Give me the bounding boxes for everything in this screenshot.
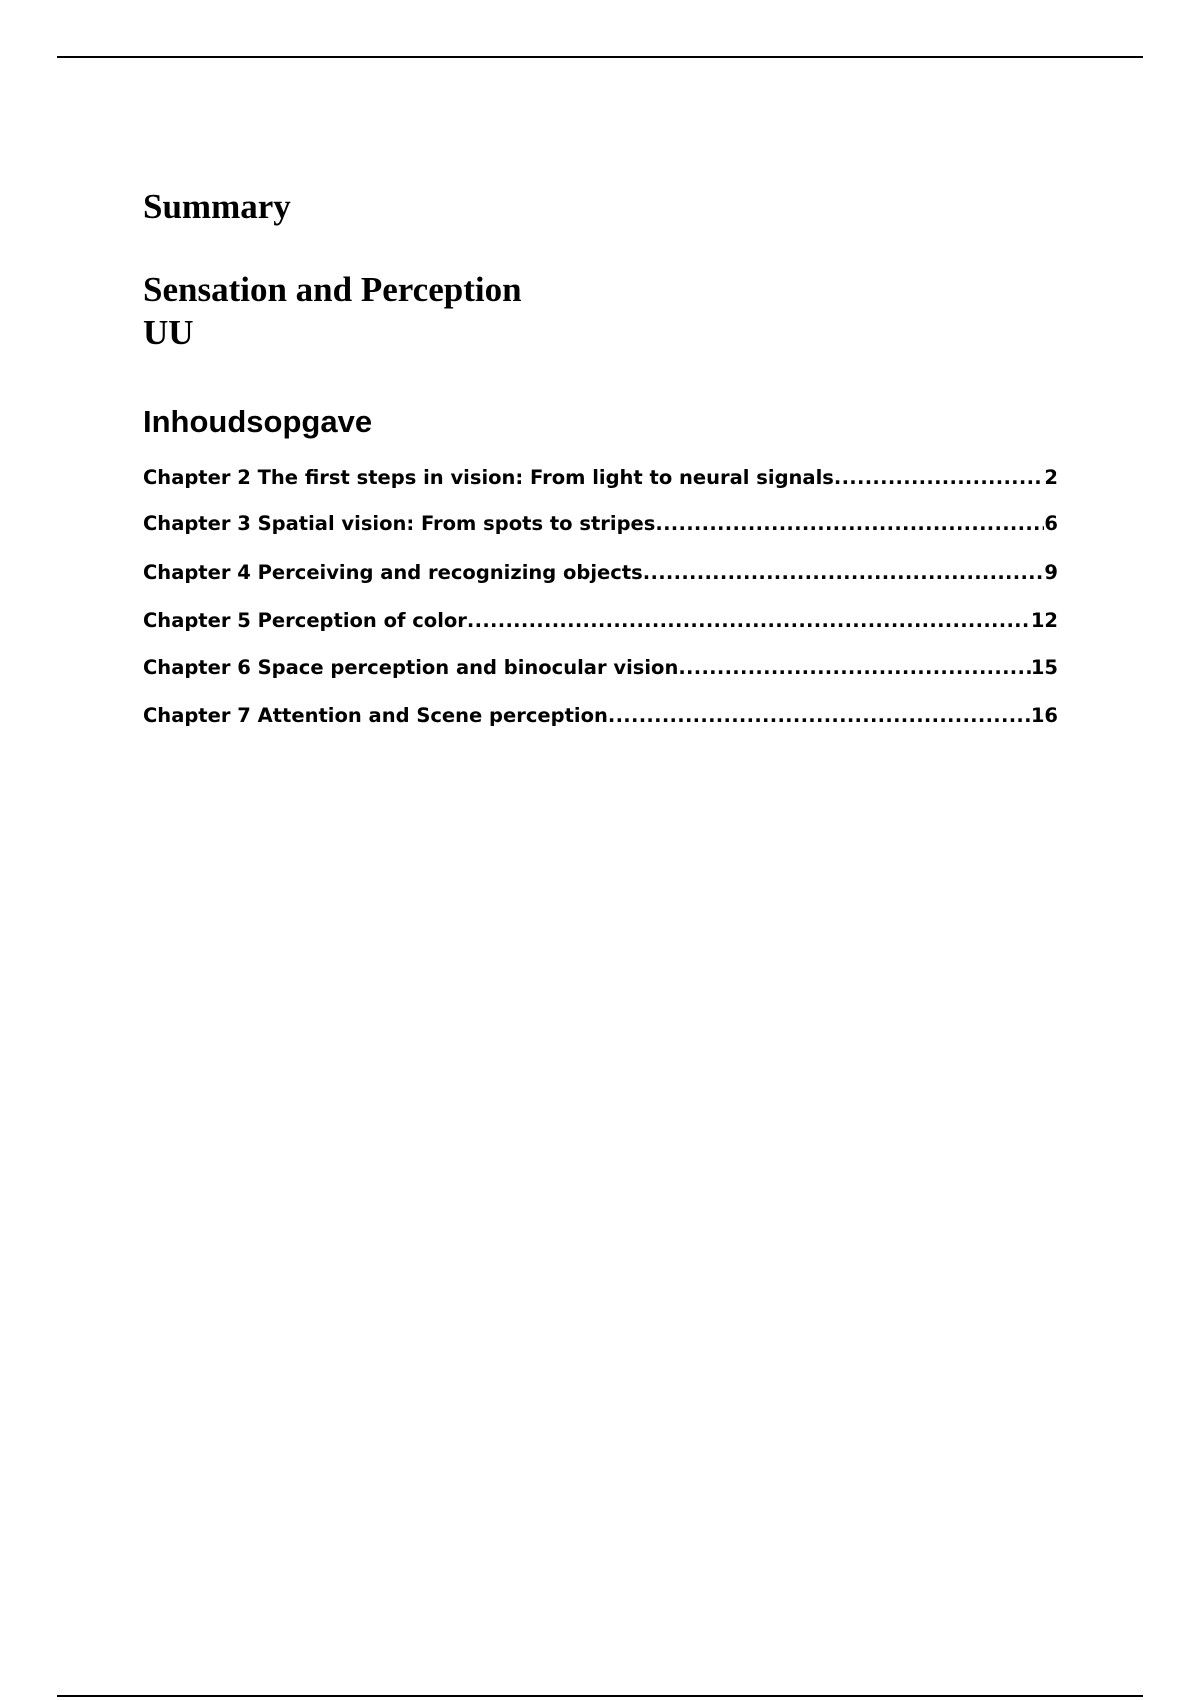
toc-page-number: 12 — [1030, 609, 1058, 632]
course-title: Sensation and Perception — [143, 270, 522, 309]
toc-entry[interactable] — [143, 465, 1058, 491]
document-title: Summary — [143, 187, 291, 226]
header-rule — [57, 56, 1143, 58]
toc-entry-title: Chapter 4 Perceiving and recognizing objects — [143, 561, 643, 584]
toc-dot-leader — [643, 560, 1045, 586]
toc-page-number: 6 — [1044, 512, 1058, 535]
toc-dot-leader — [678, 655, 1031, 681]
toc-heading: Inhoudsopgave — [143, 404, 373, 439]
toc-page-number: 15 — [1030, 656, 1058, 679]
toc-page-number: 2 — [1044, 466, 1058, 489]
toc-entry[interactable] — [143, 608, 1058, 634]
toc-entry[interactable] — [143, 703, 1058, 729]
toc-dot-leader — [655, 511, 1044, 537]
toc-entry-title: Chapter 3 Spatial vision: From spots to stripes — [143, 512, 656, 535]
toc-entry-title: Chapter 6 Space perception and binocular vision — [143, 656, 679, 679]
toc-entry[interactable] — [143, 560, 1058, 586]
toc-entry-title: Chapter 2 The first steps in vision: From light to neural signals — [143, 466, 834, 489]
toc-entry-title: Chapter 7 Attention and Scene perception — [143, 704, 608, 727]
toc-entry[interactable] — [143, 511, 1058, 537]
toc-dot-leader — [834, 465, 1045, 491]
institution-name: UU — [143, 313, 194, 352]
toc-entry[interactable] — [143, 655, 1058, 681]
footer-rule — [57, 1695, 1143, 1697]
toc-entry-title: Chapter 5 Perception of color — [143, 609, 467, 632]
toc-page-number: 9 — [1044, 561, 1058, 584]
toc-dot-leader — [608, 703, 1031, 729]
toc-page-number: 16 — [1030, 704, 1058, 727]
toc-dot-leader — [467, 608, 1031, 634]
